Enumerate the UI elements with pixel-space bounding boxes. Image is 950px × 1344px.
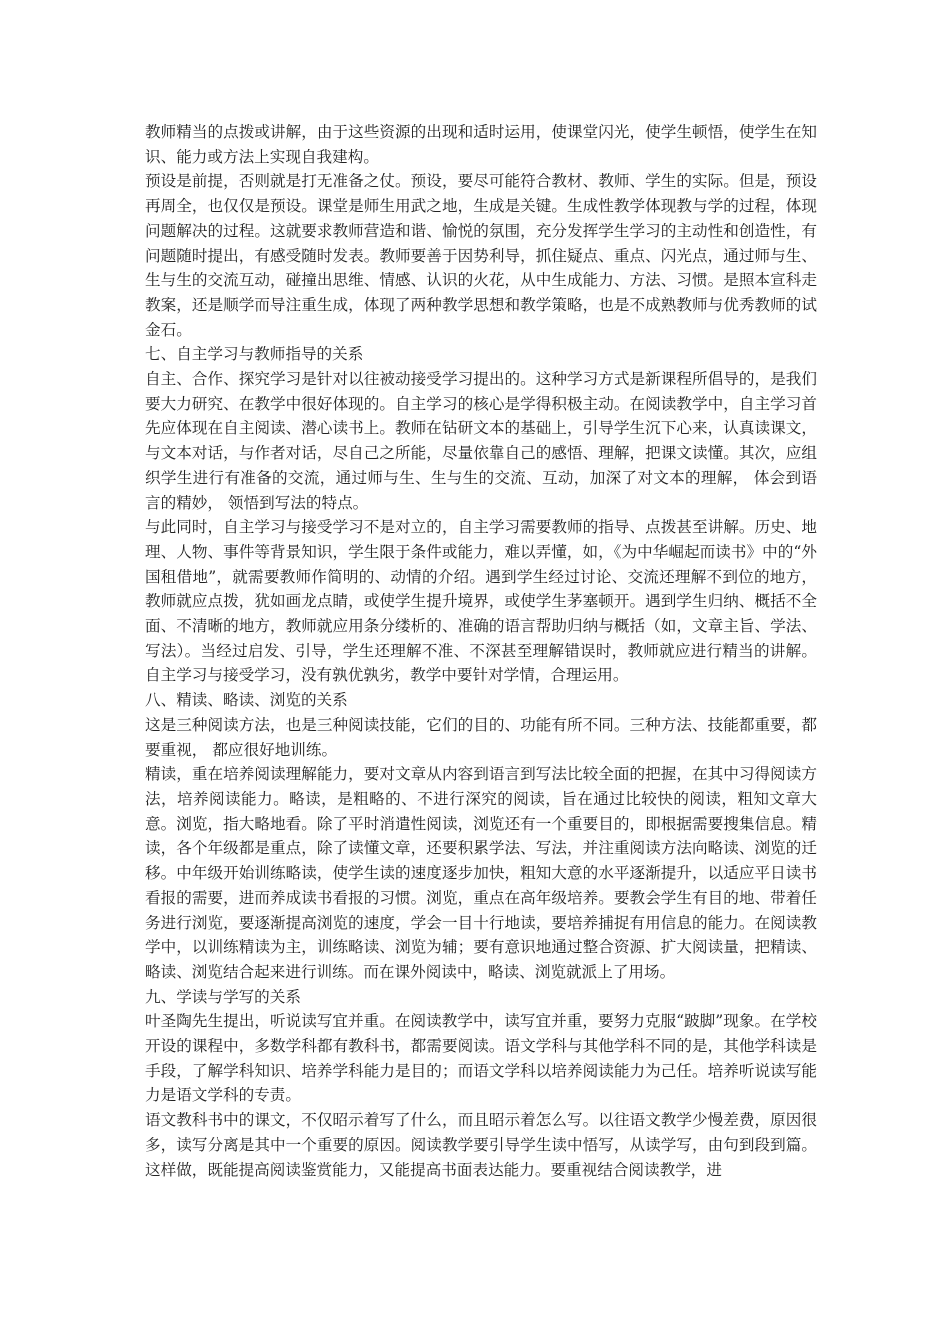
body-paragraph: 精读，重在培养阅读理解能力，要对文章从内容到语言到写法比较全面的把握，在其中习得阅读方法，培养阅读能力。略读，是粗略的、不进行深究的阅读，旨在通过比较快的阅读，粗知文章大意。浏览，指大略地看。除了平时消遣性阅读，浏览还有一个重要目的，即根据需要搜集信息。精读，各个年级都是重点，除了读懂文章，还要积累学法、写法，并注重阅读方法向略读、浏览的迁移。中年级开始训练略读，使学生读的速度逐步加快，粗知大意的水平逐渐提升，以适应平日读书看报的需要，进而养成读书看报的习惯。浏览，重点在高年级培养。要教会学生有目的地、带着任务进行浏览，要逐渐提高浏览的速度，学会一目十行地读，要培养捕捉有用信息的能力。在阅读教学中，以训练精读为主，训练略读、浏览为辅；要有意识地通过整合资源、扩大阅读量，把精读、略读、浏览结合起来进行训练。而在课外阅读中，略读、浏览就派上了用场。 [145, 765, 817, 981]
body-paragraph: 自主、合作、探究学习是针对以往被动接受学习提出的。这种学习方式是新课程所倡导的，是我们要大力研究、在教学中很好体现的。自主学习的核心是学得积极主动。在阅读教学中，自主学习首先应体现在自主阅读、潜心读书上。教师在钻研文本的基础上，引导学生沉下心来，认真读课文，与文本对话，与作者对话，尽自己之所能，尽量依靠自己的感悟、理解，把课文读懂。其次，应组织学生进行有准备的交流，通过师与生、生与生的交流、互动，加深了对文本的理解， 体会到语言的精妙， 领悟到写法的特点。 [145, 370, 817, 512]
body-paragraph: 教师精当的点拨或讲解，由于这些资源的出现和适时运用，使课堂闪光，使学生顿悟，使学生在知识、能力或方法上实现自我建构。 [145, 123, 817, 166]
body-paragraph: 这是三种阅读方法，也是三种阅读技能，它们的目的、功能有所不同。三种方法、技能都重要，都要重视， 都应很好地训练。 [145, 715, 817, 759]
section-heading: 八、精读、略读、浏览的关系 [145, 691, 348, 710]
section-heading: 九、学读与学写的关系 [145, 987, 301, 1006]
body-paragraph: 叶圣陶先生提出，听说读写宜并重。在阅读教学中，读写宜并重，要努力克服“跛脚”现象。在学校开设的课程中，多数学科都有教科书，都需要阅读。语文学科与其他学科不同的是，其他学科读是手段，了解学科知识、培养学科能力是目的；而语文学科以培养阅读能力为己任。培养听说读写能力是语文学科的专责。 [145, 1012, 817, 1105]
body-paragraph: 预设是前提，否则就是打无准备之仗。预设，要尽可能符合教材、教师、学生的实际。但是，预设再周全，也仅仅是预设。课堂是师生用武之地，生成是关键。生成性教学体现教与学的过程，体现问题解决的过程。这就要求教师营造和谐、愉悦的氛围，充分发挥学生学习的主动性和创造性，有问题随时提出，有感受随时发表。教师要善于因势利导，抓住疑点、重点、闪光点，通过师与生、生与生的交流互动，碰撞出思维、情感、认识的火花，从中生成能力、方法、习惯。是照本宣科走教案，还是顺学而导注重生成，体现了两种教学思想和教学策略，也是不成熟教师与优秀教师的试金石。 [145, 172, 817, 339]
body-paragraph: 语文教科书中的课文，不仅昭示着写了什么，而且昭示着怎么写。以往语文教学少慢差费，原因很多，读写分离是其中一个重要的原因。阅读教学要引导学生读中悟写，从读学写，由句到段到篇。这样做，既能提高阅读鉴赏能力，又能提高书面表达能力。要重视结合阅读教学，进 [145, 1111, 817, 1179]
document-body [145, 120, 817, 1182]
body-paragraph: 与此同时，自主学习与接受学习不是对立的，自主学习需要教师的指导、点拨甚至讲解。历史、地理、人物、事件等背景知识，学生限于条件或能力，难以弄懂，如，《为中华崛起而读书》中的“外国租借地”，就需要教师作简明的、动情的介绍。遇到学生经过讨论、交流还理解不到位的地方，教师就应点拨，犹如画龙点睛，或使学生提升境界，或使学生茅塞顿开。遇到学生归纳、概括不全面、不清晰的地方，教师就应用条分缕析的、准确的语言帮助归纳与概括（如，文章主旨、学法、写法）。当经过启发、引导，学生还理解不准、不深甚至理解错误时，教师就应进行精当的讲解。自主学习与接受学习，没有孰优孰劣，教学中要针对学情，合理运用。 [145, 518, 817, 685]
section-heading: 七、自主学习与教师指导的关系 [145, 345, 364, 364]
